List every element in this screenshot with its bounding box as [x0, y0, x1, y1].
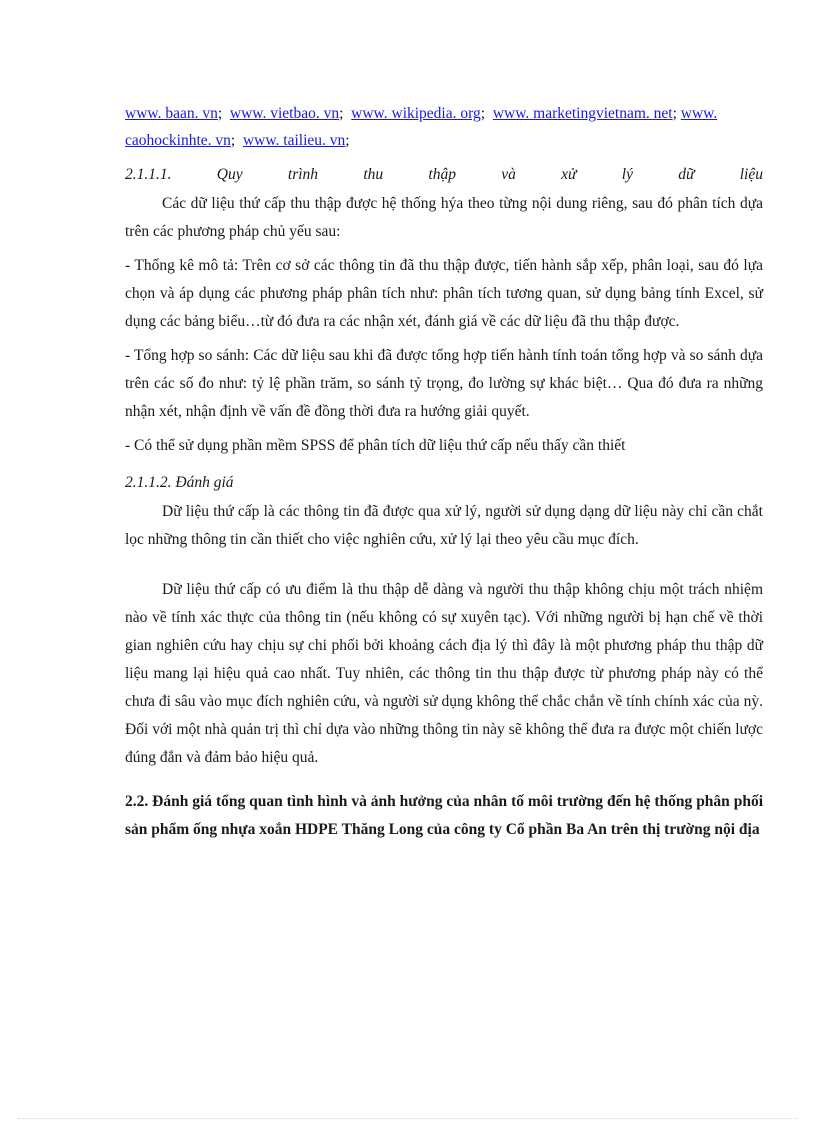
bullet-descriptive-stats: - Thống kê mô tả: Trên cơ sở các thông tin đã thu thập được, tiến hành sắp xếp, phân loại, sau đó lựa chọn và áp dụng các phương pháp phân tích như: phân tích tương quan, sử dụng bảng tính Excel, sử dụng các bảng biểu…từ đó đưa ra các nhận xét, đánh giá về các dữ liệu đã thu thập được.: [125, 257, 763, 330]
heading-data-process: 2.1.1.1. Quy trình thu thập và xử lý dữ liệu: [125, 166, 763, 183]
document-page: [125, 100, 763, 844]
link-tailieu[interactable]: www. tailieu. vn: [242, 132, 346, 149]
link-vietbao[interactable]: www. vietbao. vn: [229, 105, 340, 122]
page-bottom-divider: [18, 1118, 798, 1119]
link-marketingvietnam[interactable]: www. marketingvietnam. net: [492, 105, 673, 122]
reference-links: www. baan. vn; www. vietbao. vn; www. wikipedia. org; www. marketingvietnam. net; www. caohockinhte. vn; www. tailieu. vn;: [125, 105, 718, 149]
bullet-spss: - Có thể sử dụng phần mềm SPSS để phân tích dữ liệu thứ cấp nếu thấy cần thiết: [125, 437, 626, 454]
paragraph-secondary-data: Dữ liệu thứ cấp là các thông tin đã được qua xử lý, người sử dụng dạng dữ liệu này chỉ cần chắt lọc những thông tin cần thiết cho việc nghiên cứu, xử lý lại theo yêu cầu mục đích.: [125, 503, 763, 548]
paragraph-advantages: Dữ liệu thứ cấp có ưu điểm là thu thập dễ dàng và người thu thập không chịu một trách nhiệm nào về tính xác thực của thông tin (nếu không có sự xuyên tạc). Với những người bị hạn chế về thời gian nghiên cứu hay chịu sự chi phối bởi khoảng cách địa lý thì đây là một phương pháp thu thập dữ liệu mang lại hiệu quả cao nhất. Tuy nhiên, các thông tin thu thập được từ phương pháp này có thể chưa đi sâu vào mục đích nghiên cứu, và người sử dụng không thể chắc chắn về tính chính xác của nỳ. Đối với một nhà quản trị thì chỉ dựa vào những thông tin này sẽ không thể đưa ra được một chiến lược đúng đắn và đảm bảo hiệu quả.: [125, 581, 763, 766]
heading-evaluation: 2.1.1.2. Đánh giá: [125, 474, 234, 491]
link-baan[interactable]: www. baan. vn: [125, 105, 218, 122]
link-caohockinhte[interactable]: www. caohockinhte. vn: [125, 105, 718, 149]
heading-section-2-2: 2.2. Đánh giá tổng quan tình hình và ảnh hưởng của nhân tố môi trường đến hệ thống phân phối sản phẩm ống nhựa xoắn HDPE Thăng Long của công ty Cổ phần Ba An trên thị trường nội địa: [125, 793, 763, 838]
link-wikipedia[interactable]: www. wikipedia. org: [351, 105, 481, 122]
paragraph-analysis-intro: Các dữ liệu thứ cấp thu thập được hệ thống hýa theo từng nội dung riêng, sau đó phân tích dựa trên các phương pháp chủ yếu sau:: [125, 195, 763, 240]
bullet-synthesis-comparison: - Tổng hợp so sánh: Các dữ liệu sau khi đã được tổng hợp tiến hành tính toán tổng hợp và so sánh dựa trên các số đo như: tỷ lệ phần trăm, so sánh tỷ trọng, đo lường sự khác biệt… Qua đó đưa ra những nhận xét, nhận định về vấn đề đồng thời đưa ra hướng giải quyết.: [125, 347, 763, 420]
